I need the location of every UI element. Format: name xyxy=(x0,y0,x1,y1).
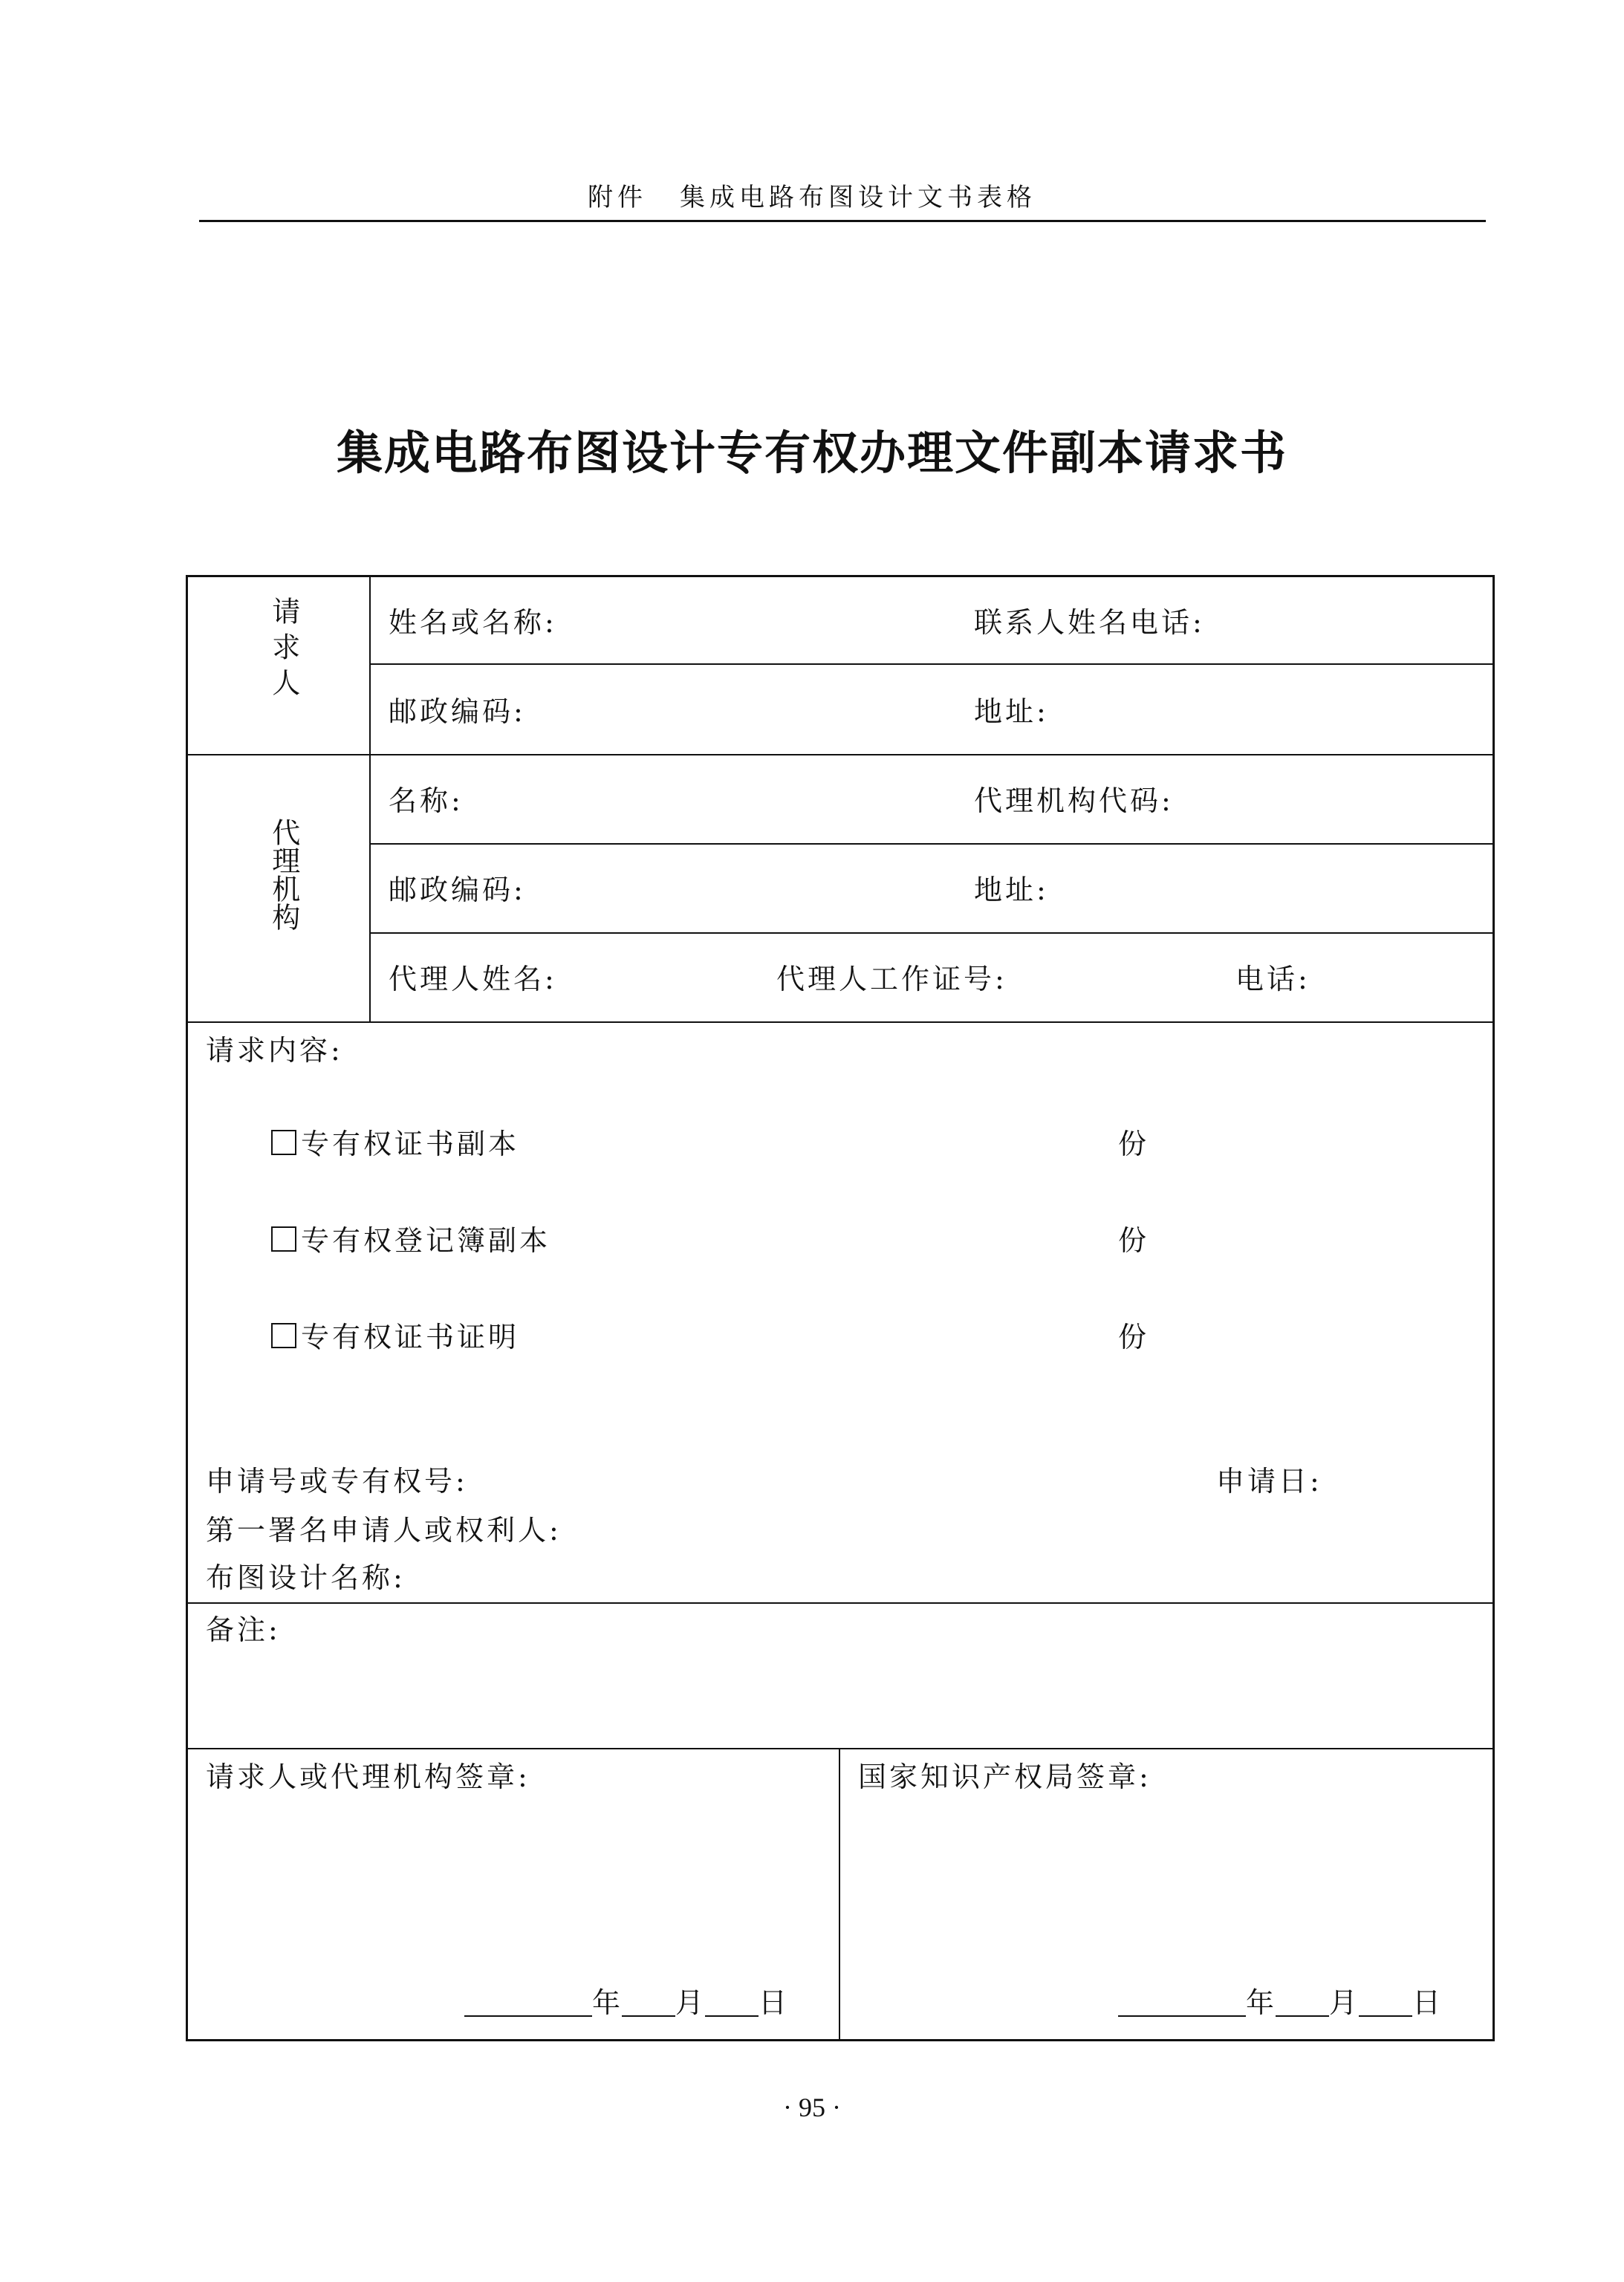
agency-code-label: 代理机构代码: xyxy=(974,784,1174,817)
running-header xyxy=(0,177,1624,213)
checkbox-certificate-proof[interactable] xyxy=(271,1323,296,1348)
application-number-label: 申请号或专有权号: xyxy=(206,1465,468,1498)
design-name-label: 布图设计名称: xyxy=(206,1561,406,1594)
rule-agency-2 xyxy=(371,932,1493,934)
checkbox-certificate-copy[interactable] xyxy=(271,1130,296,1155)
office-signature-date xyxy=(1118,1986,1443,2019)
rule-requester-bottom xyxy=(188,754,1493,755)
month-label: 月 xyxy=(675,1986,706,2019)
requester-contact-label: 联系人姓名电话: xyxy=(974,606,1205,639)
application-date-label: 申请日: xyxy=(1216,1465,1322,1498)
agent-name-label: 代理人姓名: xyxy=(389,963,557,995)
requester-address-label: 地址: xyxy=(974,695,1049,728)
year-label: 年 xyxy=(1246,1986,1276,2019)
item-certificate-copy-label: 专有权证书副本 xyxy=(301,1128,520,1160)
rule-requester-mid xyxy=(371,663,1493,665)
item-register-copy-label: 专有权登记簿副本 xyxy=(301,1224,551,1257)
day-blank[interactable] xyxy=(705,1989,759,2017)
year-label: 年 xyxy=(592,1986,623,2019)
agent-cert-label: 代理人工作证号: xyxy=(776,963,1007,995)
year-blank[interactable] xyxy=(1118,1989,1246,2017)
requester-postal-label: 邮政编码: xyxy=(389,695,526,728)
request-form xyxy=(186,575,1495,2041)
running-header-right: 集成电路布图设计文书表格 xyxy=(680,183,1036,212)
item-certificate-proof-label: 专有权证书证明 xyxy=(301,1321,520,1353)
rule-agency-bottom xyxy=(188,1021,1493,1023)
rule-agency-1 xyxy=(371,843,1493,845)
agency-address-label: 地址: xyxy=(974,874,1049,906)
rule-label-column xyxy=(369,577,371,1023)
day-label: 日 xyxy=(1412,1986,1443,2019)
checkbox-register-copy[interactable] xyxy=(271,1226,296,1252)
item-register-copy-unit: 份 xyxy=(1118,1224,1150,1257)
remarks-label: 备注: xyxy=(206,1613,281,1646)
day-blank[interactable] xyxy=(1359,1989,1412,2017)
agency-section-label: 代理机构 xyxy=(267,818,300,931)
day-label: 日 xyxy=(759,1986,789,2019)
request-content-label: 请求内容: xyxy=(206,1034,343,1067)
requester-signature-date xyxy=(464,1986,789,2019)
office-signature-label: 国家知识产权局签章: xyxy=(858,1761,1152,1793)
page-number: · 95 · xyxy=(783,2093,841,2122)
agency-postal-label: 邮政编码: xyxy=(389,874,526,906)
requester-section-label: 请求人 xyxy=(267,596,300,703)
rule-signature-divider xyxy=(839,1748,840,2041)
agent-phone-label: 电话: xyxy=(1235,963,1310,995)
month-blank[interactable] xyxy=(1276,1989,1329,2017)
month-blank[interactable] xyxy=(622,1989,675,2017)
agency-name-label: 名称: xyxy=(389,784,464,817)
running-header-left: 附件 xyxy=(588,183,647,212)
document-title: 集成电路布图设计专有权办理文件副本请求书 xyxy=(336,426,1287,480)
item-certificate-copy-unit: 份 xyxy=(1118,1128,1150,1160)
header-rule xyxy=(199,220,1486,222)
rule-remarks-bottom xyxy=(188,1748,1493,1749)
rule-request-bottom xyxy=(188,1602,1493,1604)
first-applicant-label: 第一署名申请人或权利人: xyxy=(206,1514,562,1547)
month-label: 月 xyxy=(1329,1986,1360,2019)
requester-signature-label: 请求人或代理机构签章: xyxy=(206,1761,530,1793)
item-certificate-proof-unit: 份 xyxy=(1118,1321,1150,1353)
requester-name-label: 姓名或名称: xyxy=(389,606,557,639)
year-blank[interactable] xyxy=(464,1989,592,2017)
